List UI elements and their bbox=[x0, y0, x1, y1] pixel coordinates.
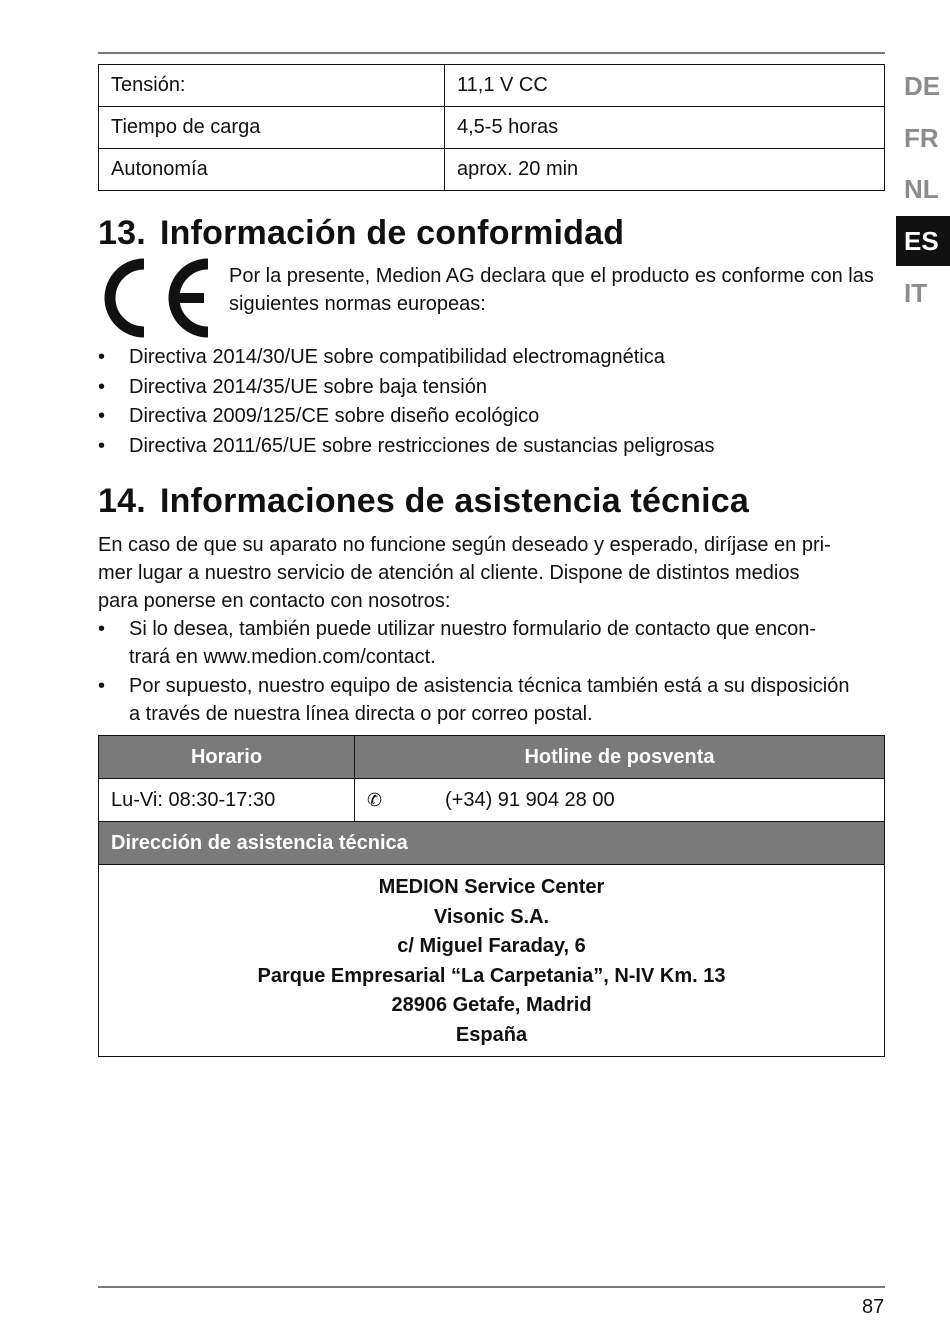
section-14-heading bbox=[98, 482, 749, 521]
lang-tab-fr[interactable]: FR bbox=[904, 123, 939, 153]
section-title: Información de conformidad bbox=[160, 214, 625, 252]
list-item: • Directiva 2014/35/UE sobre baja tensión bbox=[98, 373, 888, 403]
address-header: Dirección de asistencia técnica bbox=[99, 822, 885, 865]
table-row bbox=[99, 149, 885, 191]
table-row bbox=[99, 779, 885, 822]
text-line: mer lugar a nuestro servicio de atención al cliente. Dispone de distintos medios bbox=[98, 562, 800, 584]
lang-tab-it[interactable]: IT bbox=[904, 278, 928, 308]
text-line: trará en www.medion.com/contact. bbox=[129, 646, 436, 668]
lang-tab-de[interactable]: DE bbox=[904, 71, 941, 101]
table-row bbox=[99, 65, 885, 107]
section-number: 13. bbox=[98, 214, 146, 252]
spec-label: Tensión: bbox=[99, 65, 445, 107]
support-table bbox=[98, 735, 885, 1057]
list-item bbox=[98, 672, 888, 728]
phone-cell bbox=[355, 779, 885, 822]
text-line: • Si lo desea, también puede utilizar nuestro formulario de contacto que encon- bbox=[129, 618, 817, 640]
section-number: 14. bbox=[98, 482, 146, 520]
spec-label: Autonomía bbox=[99, 149, 445, 191]
ce-mark-icon bbox=[100, 258, 212, 338]
section-13-heading bbox=[98, 214, 624, 253]
lang-tab-es[interactable]: ES bbox=[896, 216, 950, 266]
text-line: En caso de que su aparato no funcione según deseado y esperado, diríjase en pri- bbox=[98, 534, 831, 556]
hours-cell: Lu-Vi: 08:30-17:30 bbox=[99, 779, 355, 822]
spec-value: aprox. 20 min bbox=[445, 149, 885, 191]
section-title: Informaciones de asistencia técnica bbox=[160, 482, 750, 520]
table-row bbox=[99, 107, 885, 149]
spec-label: Tiempo de carga bbox=[99, 107, 445, 149]
table-row bbox=[99, 822, 885, 865]
bottom-rule bbox=[98, 1286, 885, 1288]
address-line: España bbox=[455, 1023, 528, 1046]
phone-number: (+34) 91 904 28 00 bbox=[445, 788, 615, 811]
address-line: MEDION Service Center bbox=[378, 876, 605, 898]
directives-list bbox=[98, 343, 888, 461]
support-options-list bbox=[98, 615, 888, 729]
top-rule bbox=[98, 52, 885, 54]
address-line: Parque Empresarial “La Carpetania”, N-IV Km. 13 bbox=[257, 964, 726, 987]
address-cell bbox=[99, 865, 885, 1057]
address-line: Visonic S.A. bbox=[433, 905, 550, 928]
list-item bbox=[98, 615, 888, 671]
page-number: 87 bbox=[862, 1296, 885, 1318]
table-row bbox=[99, 865, 885, 1057]
specifications-table bbox=[98, 64, 885, 191]
column-header: Horario bbox=[99, 736, 355, 779]
address-line: c/ Miguel Faraday, 6 bbox=[397, 935, 586, 957]
support-intro bbox=[98, 531, 888, 615]
lang-tab-nl[interactable]: NL bbox=[904, 174, 939, 204]
phone-icon: ✆ bbox=[367, 789, 383, 810]
address-line: 28906 Getafe, Madrid bbox=[391, 994, 592, 1016]
spec-value: 11,1 V CC bbox=[445, 65, 885, 107]
text-line: a través de nuestra línea directa o por correo postal. bbox=[129, 703, 593, 725]
table-header-row bbox=[99, 736, 885, 779]
list-item: • Directiva 2011/65/UE sobre restricciones de sustancias peligrosas bbox=[98, 432, 888, 462]
spec-value: 4,5-5 horas bbox=[445, 107, 885, 149]
list-item: • Directiva 2009/125/CE sobre diseño ecológico bbox=[98, 402, 888, 432]
list-item: • Directiva 2014/30/UE sobre compatibilidad electromagnética bbox=[98, 343, 888, 373]
text-line: para ponerse en contacto con nosotros: bbox=[98, 590, 451, 612]
conformity-intro: Por la presente, Medion AG declara que el producto es conforme con las siguientes normas europeas: bbox=[229, 265, 874, 315]
text-line: • Por supuesto, nuestro equipo de asistencia técnica también está a su disposición bbox=[129, 675, 850, 697]
column-header: Hotline de posventa bbox=[355, 736, 885, 779]
